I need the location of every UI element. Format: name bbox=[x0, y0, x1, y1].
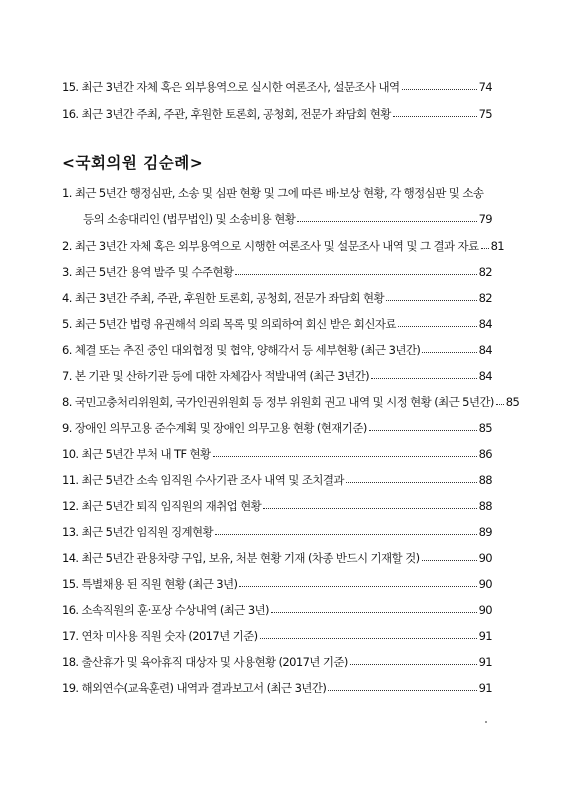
toc-entry-page: 84 bbox=[478, 343, 492, 357]
toc-entry-text: 9. 장애인 의무고용 준수계획 및 장애인 의무고용 현황 (현재기준) bbox=[62, 421, 367, 435]
toc-entry-page: 82 bbox=[478, 265, 492, 279]
leader-dots bbox=[328, 689, 476, 691]
toc-entry-line-1[interactable] bbox=[62, 183, 492, 203]
toc-entry-text: 18. 출산휴가 및 육아휴직 대상자 및 사용현황 (2017년 기준) bbox=[62, 655, 348, 669]
toc-entry[interactable] bbox=[62, 470, 492, 490]
toc-entry[interactable] bbox=[62, 678, 492, 698]
leader-dots bbox=[263, 507, 476, 509]
toc-entry-text: 2. 최근 3년간 자체 혹은 외부용역으로 시행한 여론조사 및 설문조사 내역 및 그 결과 자료 bbox=[62, 239, 479, 253]
leader-dots bbox=[393, 115, 477, 117]
leader-dots bbox=[422, 351, 476, 353]
toc-entry-text: 11. 최근 5년간 소속 임직원 수사기관 조사 내역 및 조치결과 bbox=[62, 473, 344, 487]
toc-entry-page: 90 bbox=[478, 603, 492, 617]
toc-entry-page: 91 bbox=[478, 655, 492, 669]
leader-dots bbox=[215, 533, 477, 535]
toc-entry[interactable] bbox=[62, 600, 492, 620]
toc-entry-page: 85 bbox=[478, 421, 492, 435]
toc-entry-page: 84 bbox=[478, 369, 492, 383]
leader-dots bbox=[297, 220, 476, 222]
leader-dots bbox=[369, 429, 477, 431]
toc-entry-text: 8. 국민고충처리위원회, 국가인권위원회 등 정부 위원회 권고 내역 및 시정 현황 (최근 5년간) bbox=[62, 395, 494, 409]
toc-entry-line-2[interactable] bbox=[83, 209, 492, 229]
leader-dots bbox=[371, 377, 477, 379]
toc-entry-page: 89 bbox=[478, 525, 492, 539]
toc-entry[interactable] bbox=[62, 262, 492, 282]
toc-entry-page: 75 bbox=[478, 107, 492, 121]
leader-dots bbox=[422, 559, 477, 561]
toc-entry-text: 12. 최근 5년간 퇴직 임직원의 재취업 현황 bbox=[62, 499, 262, 513]
toc-entry-page: 74 bbox=[478, 80, 492, 94]
leader-dots bbox=[346, 481, 477, 483]
toc-entry[interactable] bbox=[62, 236, 505, 256]
toc-entry[interactable] bbox=[62, 366, 492, 386]
section-heading: <국회의원 김순례> bbox=[62, 154, 204, 172]
toc-entry-text: 1. 최근 5년간 행정심판, 소송 및 심판 현황 및 그에 따른 배·보상 현황, 각 행정심판 및 소송 bbox=[62, 186, 484, 200]
toc-entry[interactable] bbox=[62, 652, 492, 672]
toc-entry-text: 5. 최근 5년간 법령 유권해석 의뢰 목록 및 의뢰하여 회신 받은 회신자료 bbox=[62, 317, 396, 331]
toc-entry-page: 90 bbox=[478, 551, 492, 565]
toc-entry[interactable] bbox=[62, 77, 492, 97]
toc-entry[interactable] bbox=[62, 522, 492, 542]
toc-entry[interactable] bbox=[62, 496, 492, 516]
toc-entry-text: 15. 특별채용 된 직원 현황 (최근 3년) bbox=[62, 577, 238, 591]
leader-dots bbox=[496, 403, 504, 405]
toc-entry-text: 16. 최근 3년간 주최, 주관, 후원한 토론회, 공청회, 전문가 좌담회 현황 bbox=[62, 107, 391, 121]
toc-entry-page: 85 bbox=[505, 395, 520, 409]
leader-dots bbox=[481, 247, 489, 249]
toc-entry-text: 3. 최근 5년간 용역 발주 및 수주현황 bbox=[62, 265, 234, 279]
toc-entry[interactable] bbox=[62, 418, 492, 438]
toc-entry-page: 82 bbox=[478, 291, 492, 305]
toc-entry-text: 4. 최근 3년간 주최, 주관, 후원한 토론회, 공청회, 전문가 좌담회 현황 bbox=[62, 291, 384, 305]
leader-dots bbox=[235, 273, 476, 275]
toc-entry-page: 81 bbox=[490, 239, 505, 253]
toc-entry[interactable] bbox=[62, 626, 492, 646]
leader-dots bbox=[350, 663, 477, 665]
toc-entry-text: 등의 소송대리인 (법무법인) 및 소송비용 현황 bbox=[83, 212, 296, 226]
toc-entry-text: 16. 소속직원의 훈·포상 수상내역 (최근 3년) bbox=[62, 603, 269, 617]
leader-dots bbox=[386, 299, 477, 301]
toc-entry[interactable] bbox=[62, 548, 492, 568]
toc-entry-text: 10. 최근 5년간 부처 내 TF 현황 bbox=[62, 447, 211, 461]
leader-dots bbox=[239, 585, 476, 587]
toc-entry-text: 7. 본 기관 및 산하기관 등에 대한 자체감사 적발내역 (최근 3년간) bbox=[62, 369, 370, 383]
scan-speck bbox=[485, 721, 487, 723]
toc-entry-page: 79 bbox=[478, 212, 492, 226]
toc-entry-text: 13. 최근 5년간 임직원 징계현황 bbox=[62, 525, 214, 539]
toc-entry-text: 19. 해외연수(교육훈련) 내역과 결과보고서 (최근 3년간) bbox=[62, 681, 327, 695]
leader-dots bbox=[260, 637, 477, 639]
toc-entry-page: 86 bbox=[478, 447, 492, 461]
toc-entry[interactable] bbox=[62, 574, 492, 594]
leader-dots bbox=[271, 611, 477, 613]
toc-entry-page: 90 bbox=[478, 577, 492, 591]
toc-entry-page: 84 bbox=[478, 317, 492, 331]
toc-entry[interactable] bbox=[62, 104, 492, 124]
toc-entry-text: 6. 체결 또는 추진 중인 대외협정 및 협약, 양해각서 등 세부현황 (최근 3년간) bbox=[62, 343, 421, 357]
leader-dots bbox=[398, 325, 477, 327]
toc-entry-page: 91 bbox=[478, 681, 492, 695]
toc-entry[interactable] bbox=[62, 288, 492, 308]
toc-entry-text: 17. 연차 미사용 직원 숫자 (2017년 기준) bbox=[62, 629, 258, 643]
toc-entry-text: 15. 최근 3년간 자체 혹은 외부용역으로 실시한 여론조사, 설문조사 내역 bbox=[62, 80, 400, 94]
toc-entry[interactable] bbox=[62, 314, 492, 334]
leader-dots bbox=[213, 455, 477, 457]
toc-entry-page: 88 bbox=[478, 499, 492, 513]
leader-dots bbox=[402, 88, 477, 90]
toc-entry[interactable] bbox=[62, 392, 520, 412]
toc-entry[interactable] bbox=[62, 340, 492, 360]
toc-entry-page: 91 bbox=[478, 629, 492, 643]
toc-entry-page: 88 bbox=[478, 473, 492, 487]
toc-entry[interactable] bbox=[62, 444, 492, 464]
toc-entry-text: 14. 최근 5년간 관용차량 구입, 보유, 처분 현황 기재 (차종 반드시 기재할 것) bbox=[62, 551, 420, 565]
